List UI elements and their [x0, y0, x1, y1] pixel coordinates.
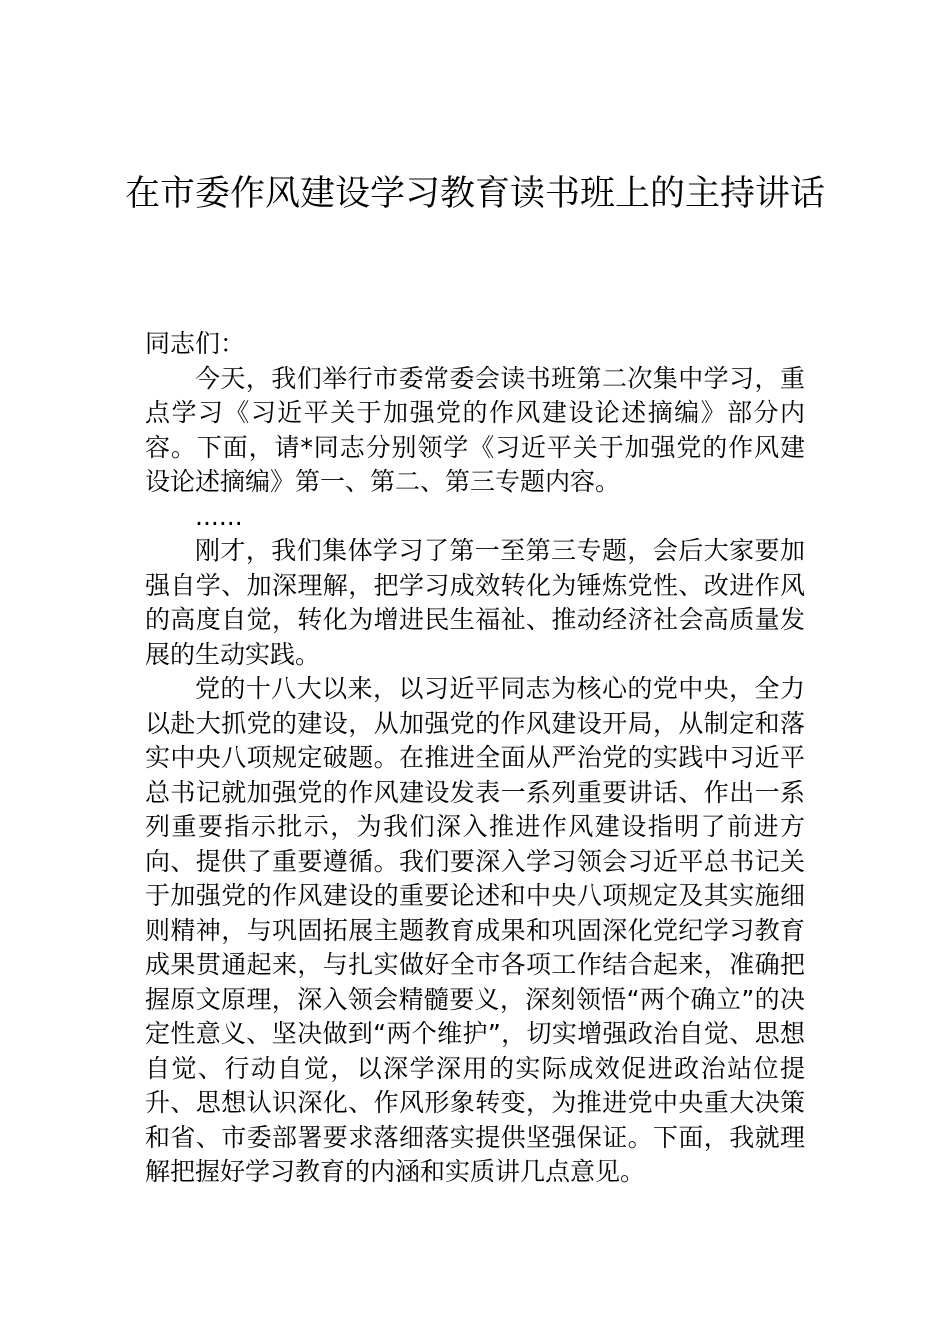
paragraph-opening: 今天，我们举行市委常委会读书班第二次集中学习，重点学习《习近平关于加强党的作风建设论述摘编》部分内容。下面，请*同志分别领学《习近平关于加强党的作风建设论述摘编》第一、第二、第三专题内容。 — [145, 363, 805, 496]
paragraph-summary: 刚才，我们集体学习了第一至第三专题，会后大家要加强自学、加深理解，把学习成效转化为锤炼党性、改进作风的高度自觉，转化为增进民生福祉、推动经济社会高质量发展的生动实践。 — [145, 536, 805, 669]
paragraph-ellipsis: ...... — [195, 501, 243, 531]
document-body — [145, 327, 805, 1190]
document-title: 在市委作风建设学习教育读书班上的主持讲话 — [124, 174, 825, 214]
paragraph-main: 党的十八大以来，以习近平同志为核心的党中央，全力以赴大抓党的建设，从加强党的作风建设开局，从制定和落实中央八项规定破题。在推进全面从严治党的实践中习近平总书记就加强党的作风建设发表一系列重要讲话、作出一系列重要指示批示，为我们深入推进作风建设指明了前进方向、提供了重要遵循。我们要深入学习领会习近平总书记关于加强党的作风建设的重要论述和中央八项规定及其实施细则精神，与巩固拓展主题教育成果和巩固深化党纪学习教育成果贯通起来，与扎实做好全市各项工作结合起来，准确把握原文原理，深入领会精髓要义，深刻领悟“两个确立”的决定性意义、坚决做到“两个维护”，切实增强政治自觉、思想自觉、行动自觉，以深学深用的实际成效促进政治站位提升、思想认识深化、作风形象转变，为推进党中央重大决策和省、市委部署要求落细落实提供坚强保证。下面，我就理解把握好学习教育的内涵和实质讲几点意见。 — [145, 674, 805, 1186]
salutation: 同志们： — [145, 329, 246, 358]
